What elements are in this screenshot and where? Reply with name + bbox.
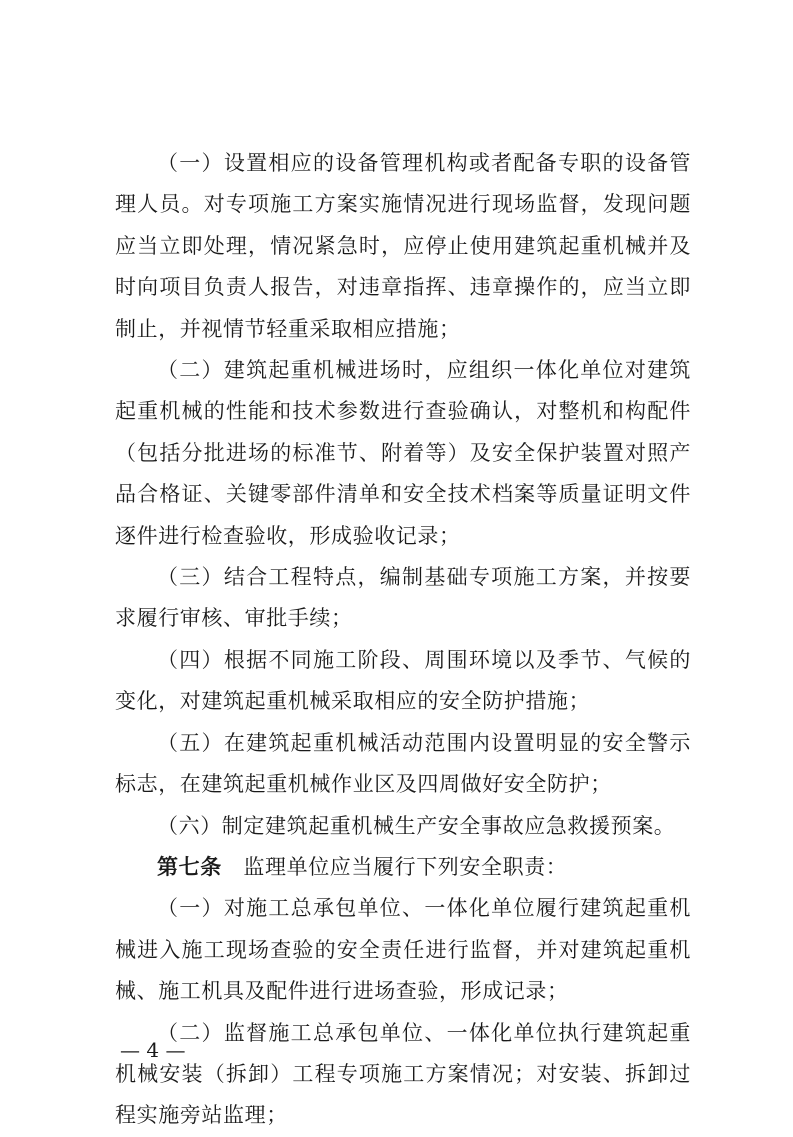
article-text: 监理单位应当履行下列安全职责： xyxy=(221,854,568,879)
paragraph-1: （一）设置相应的设备管理机构或者配备专职的设备管理人员。对专项施工方案实施情况进行现场监督，发现问题应当立即处理，情况紧急时，应停止使用建筑起重机械并及时向项目负责人报告，对违章指挥、违章操作的，应当立即制止，并视情节轻重采取相应措施； xyxy=(115,151,691,341)
paragraph-2: （二）建筑起重机械进场时，应组织一体化单位对建筑起重机械的性能和技术参数进行查验确认，对整机和构配件（包括分批进场的标准节、附着等）及安全保护装置对照产品合格证、关键零部件清单和安全技术档案等质量证明文件逐件进行检查验收，形成验收记录； xyxy=(115,358,691,548)
article-7 xyxy=(115,847,691,888)
paragraph-5: （五）在建筑起重机械活动范围内设置明显的安全警示标志，在建筑起重机械作业区及四周做好安全防护； xyxy=(115,730,691,797)
paragraph-8: （一）对施工总承包单位、一体化单位履行建筑起重机械进入施工现场查验的安全责任进行监督，并对建筑起重机械、施工机具及配件进行进场查验，形成记录； xyxy=(115,896,691,1004)
document-body xyxy=(115,143,691,1137)
paragraph-6: （六）制定建筑起重机械生产安全事故应急救援预案。 xyxy=(157,813,676,838)
paragraph-4: （四）根据不同施工阶段、周围环境以及季节、气候的变化，对建筑起重机械采取相应的安全防护措施； xyxy=(115,647,691,714)
paragraph-9: （二）监督施工总承包单位、一体化单位执行建筑起重机械安装（拆卸）工程专项施工方案情况；对安装、拆卸过程实施旁站监理； xyxy=(115,1020,691,1128)
article-heading: 第七条 xyxy=(157,854,222,879)
page-number: — 4 — xyxy=(120,1038,186,1062)
paragraph-3: （三）结合工程特点，编制基础专项施工方案，并按要求履行审核、审批手续； xyxy=(115,565,691,631)
